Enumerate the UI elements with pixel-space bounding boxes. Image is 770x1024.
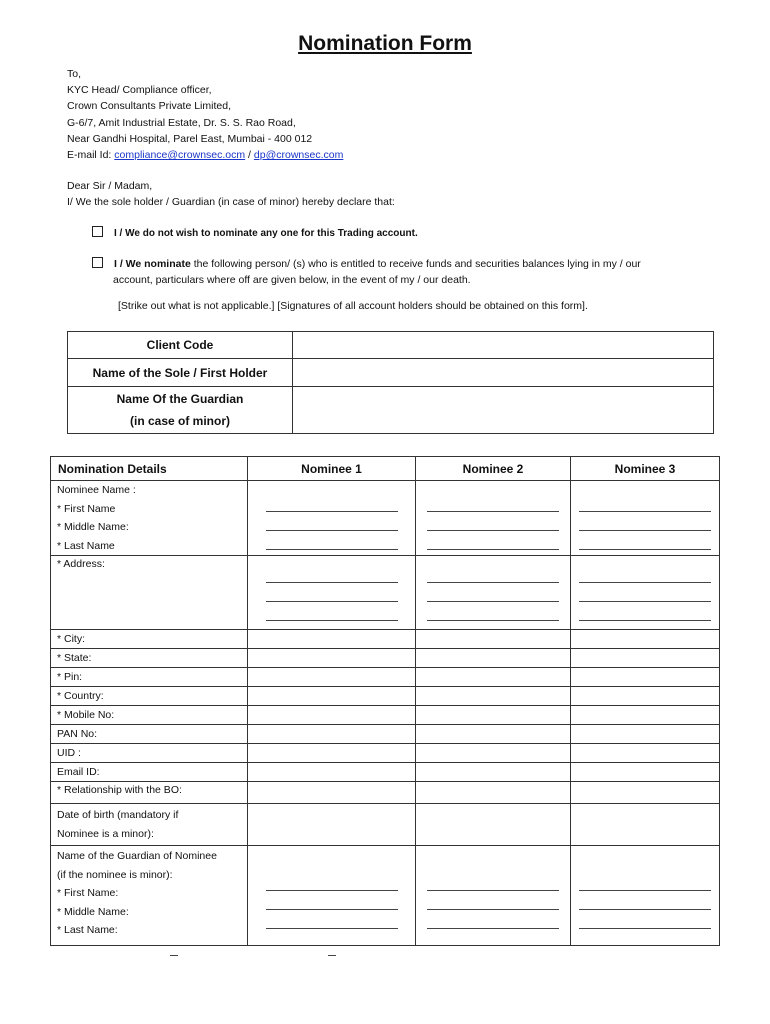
client-code-field[interactable] <box>293 332 714 359</box>
first-holder-label: Name of the Sole / First Holder <box>68 359 293 387</box>
nominee-3-country[interactable] <box>571 687 720 706</box>
greeting <box>67 178 395 210</box>
nominee-name-labels: Nominee Name : * First Name * Middle Name: * Last Name <box>51 481 248 556</box>
nominee-2-relationship[interactable] <box>416 782 571 804</box>
nominee-1-uid[interactable] <box>248 744 416 763</box>
nominee-2-address-fields[interactable] <box>416 556 571 630</box>
mobile-label: * Mobile No: <box>51 706 248 725</box>
email-link-compliance[interactable]: compliance@crownsec.ocm <box>114 149 246 162</box>
nominee-2-dob[interactable] <box>416 804 571 846</box>
address-line: Near Gandhi Hospital, Parel East, Mumbai - 400 012 <box>67 132 313 145</box>
checkbox-no-nominate[interactable] <box>92 226 103 237</box>
guardian-label: Name Of the Guardian (in case of minor) <box>68 387 293 434</box>
nominee-2-mobile[interactable] <box>416 706 571 725</box>
header-nomination-details: Nomination Details <box>51 457 248 481</box>
nominee-3-address-fields[interactable] <box>571 556 720 630</box>
option-nominate: I / We nominate the following person/ (s) who is entitled to receive funds and securities balances lying in my / our account, particulars where off are given below, in the event of my / our death. <box>92 256 641 288</box>
cut-mark <box>328 955 336 956</box>
pan-label: PAN No: <box>51 725 248 744</box>
instruction-note: [Strike out what is not applicable.] [Signatures of all account holders should be obtained on this form]. <box>118 300 588 312</box>
nominee-2-pin[interactable] <box>416 668 571 687</box>
client-code-label: Client Code <box>68 332 293 359</box>
nominee-1-relationship[interactable] <box>248 782 416 804</box>
first-holder-field[interactable] <box>293 359 714 387</box>
nominee-1-guardian-fields[interactable] <box>248 846 416 946</box>
address-label: * Address: <box>51 556 248 630</box>
cut-mark <box>170 955 178 956</box>
page-title: Nomination Form <box>298 32 472 55</box>
nominee-3-dob[interactable] <box>571 804 720 846</box>
nominee-2-city[interactable] <box>416 630 571 649</box>
checkbox-nominate[interactable] <box>92 257 103 268</box>
nominee-3-uid[interactable] <box>571 744 720 763</box>
recipient-address <box>67 66 343 163</box>
city-label: * City: <box>51 630 248 649</box>
nominee-1-state[interactable] <box>248 649 416 668</box>
nominee-2-uid[interactable] <box>416 744 571 763</box>
nominee-1-address-fields[interactable] <box>248 556 416 630</box>
header-nominee-3: Nominee 3 <box>571 457 720 481</box>
header-nominee-2: Nominee 2 <box>416 457 571 481</box>
address-line: G-6/7, Amit Industrial Estate, Dr. S. S. Rao Road, <box>67 116 296 129</box>
nominee-2-name-fields[interactable] <box>416 481 571 556</box>
nominee-1-city[interactable] <box>248 630 416 649</box>
nominee-2-guardian-fields[interactable] <box>416 846 571 946</box>
nominee-3-state[interactable] <box>571 649 720 668</box>
state-label: * State: <box>51 649 248 668</box>
nominee-1-name-fields[interactable] <box>248 481 416 556</box>
nominee-3-pan[interactable] <box>571 725 720 744</box>
nominee-3-mobile[interactable] <box>571 706 720 725</box>
address-line: Crown Consultants Private Limited, <box>67 100 231 113</box>
nominee-1-country[interactable] <box>248 687 416 706</box>
salutation: Dear Sir / Madam, <box>67 180 153 192</box>
nominee-3-pin[interactable] <box>571 668 720 687</box>
address-to: To, <box>67 68 82 80</box>
nominee-1-pin[interactable] <box>248 668 416 687</box>
guardian-of-nominee-labels: Name of the Guardian of Nominee (if the nominee is minor): * First Name: * Middle Name: * Last Name: <box>51 846 248 946</box>
nominee-3-guardian-fields[interactable] <box>571 846 720 946</box>
nominee-3-name-fields[interactable] <box>571 481 720 556</box>
option-no-nominate: I / We do not wish to nominate any one for this Trading account. <box>92 225 418 242</box>
nominee-2-pan[interactable] <box>416 725 571 744</box>
nominee-2-email[interactable] <box>416 763 571 782</box>
country-label: * Country: <box>51 687 248 706</box>
nominee-1-pan[interactable] <box>248 725 416 744</box>
pin-label: * Pin: <box>51 668 248 687</box>
email-label: Email ID: <box>51 763 248 782</box>
nominee-3-relationship[interactable] <box>571 782 720 804</box>
uid-label: UID : <box>51 744 248 763</box>
relationship-label: * Relationship with the BO: <box>51 782 248 804</box>
guardian-field[interactable] <box>293 387 714 434</box>
address-line: KYC Head/ Compliance officer, <box>67 84 212 97</box>
nominee-1-dob[interactable] <box>248 804 416 846</box>
email-line: E-mail Id: compliance@crownsec.ocm / dp@crownsec.com <box>67 149 344 162</box>
nominee-3-city[interactable] <box>571 630 720 649</box>
nominee-2-country[interactable] <box>416 687 571 706</box>
dob-label: Date of birth (mandatory if Nominee is a minor): <box>51 804 248 846</box>
nominee-1-mobile[interactable] <box>248 706 416 725</box>
nomination-table <box>50 456 720 946</box>
header-nominee-1: Nominee 1 <box>248 457 416 481</box>
email-link-dp[interactable]: dp@crownsec.com <box>253 149 344 162</box>
client-table <box>67 331 714 434</box>
declaration: I/ We the sole holder / Guardian (in case of minor) hereby declare that: <box>67 196 395 208</box>
nominee-1-email[interactable] <box>248 763 416 782</box>
nominee-2-state[interactable] <box>416 649 571 668</box>
nominee-3-email[interactable] <box>571 763 720 782</box>
